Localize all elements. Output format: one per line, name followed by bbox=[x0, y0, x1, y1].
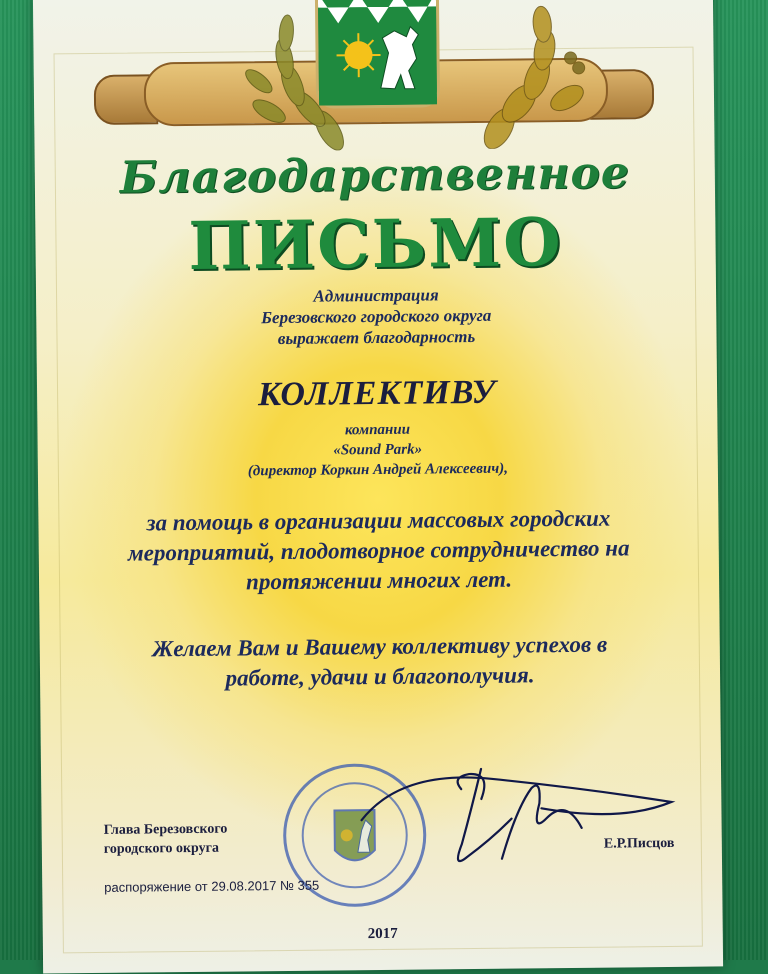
reason-line: протяжении многих лет. bbox=[39, 564, 719, 597]
title-script: Благодарственное bbox=[35, 146, 715, 204]
signature-icon bbox=[341, 747, 682, 881]
title-main: ПИСЬМО bbox=[35, 201, 716, 286]
reason-line: за помощь в организации массовых городских bbox=[38, 504, 718, 537]
oak-branch-icon bbox=[458, 0, 600, 149]
company-line: (директор Коркин Андрей Алексеевич), bbox=[38, 458, 718, 482]
company-line: компании bbox=[37, 418, 717, 442]
admin-line: Администрация bbox=[36, 282, 716, 309]
wish-line: работе, удачи и благополучия. bbox=[40, 660, 720, 693]
wish-line: Желаем Вам и Вашему коллективу успехов в bbox=[40, 630, 720, 663]
recipient-heading: КОЛЛЕКТИВУ bbox=[37, 371, 717, 416]
reason-line: мероприятий, плодотворное сотрудничество на bbox=[39, 534, 719, 567]
signatory-title-line: городского округа bbox=[104, 841, 219, 858]
signatory-title-line: Глава Березовского bbox=[104, 822, 228, 839]
admin-line: Березовского городского округа bbox=[36, 303, 716, 330]
year: 2017 bbox=[43, 922, 723, 946]
certificate-paper bbox=[33, 0, 723, 974]
admin-line: выражает благодарность bbox=[36, 324, 716, 351]
order-reference: распоряжение от 29.08.2017 № 355 bbox=[104, 878, 319, 895]
signatory-name: Е.Р.Писцов bbox=[604, 836, 675, 853]
company-line: «Sound Park» bbox=[38, 438, 718, 462]
coat-of-arms-icon bbox=[315, 0, 440, 109]
